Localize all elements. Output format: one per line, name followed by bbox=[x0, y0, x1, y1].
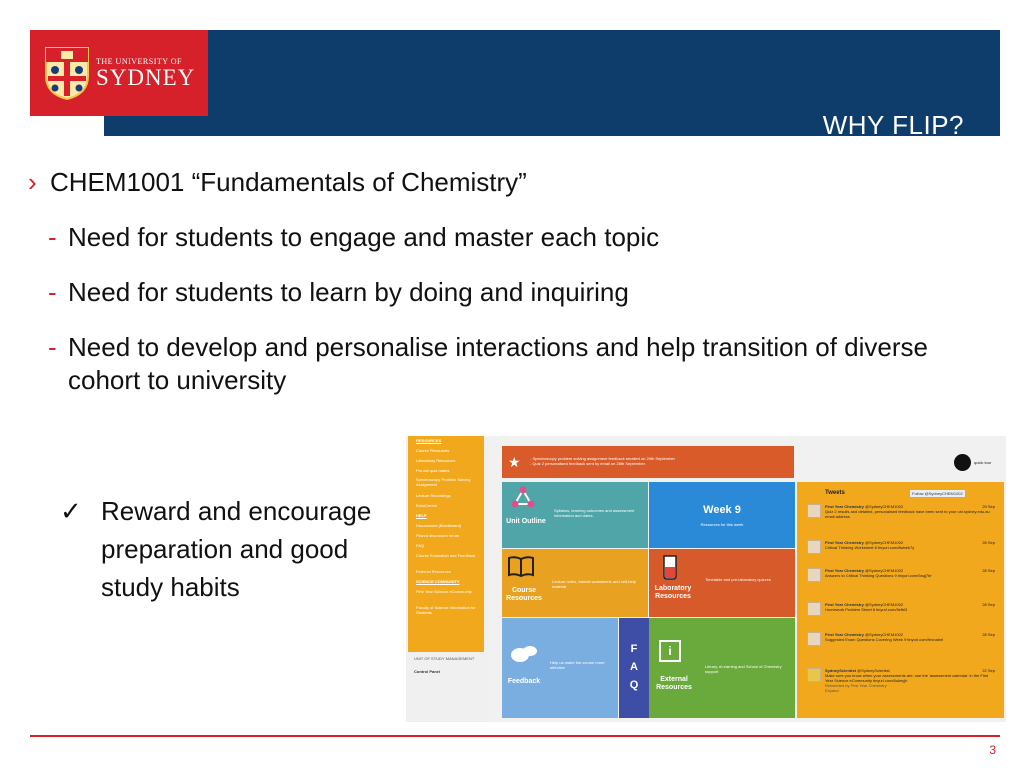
play-icon bbox=[954, 454, 971, 471]
tile-desc: Lecture notes, tutorial worksheets and self-help material bbox=[552, 579, 636, 589]
dash-icon: - bbox=[48, 222, 57, 252]
logo-line-1: THE UNIVERSITY OF bbox=[96, 57, 182, 66]
follow-button: Follow @SydneyCHEM1002 bbox=[909, 489, 966, 498]
sidebar-item: Course Resources bbox=[416, 448, 450, 453]
tweet-text: Answers to Critical Thinking Questions 9 tinyurl.com/9aqj7br bbox=[825, 573, 932, 578]
sidebar-lower bbox=[414, 652, 484, 674]
tile-title: Course Resources bbox=[506, 587, 542, 602]
tile-external-resources bbox=[649, 618, 795, 718]
sidebar-item: First Year Science eCommunity bbox=[416, 589, 472, 594]
sub-bullet-text: Need for students to learn by doing and inquiring bbox=[68, 277, 629, 307]
tile-title: External Resources bbox=[656, 676, 692, 691]
tweets-panel bbox=[797, 482, 1004, 718]
tile-title: Week 9 bbox=[703, 504, 741, 516]
sub-bullet-2 bbox=[28, 276, 928, 309]
tweet-handle: @SydneyCHEM1002 bbox=[864, 632, 904, 637]
tweet bbox=[825, 568, 995, 578]
check-bullet bbox=[60, 492, 380, 606]
tweet-date: 28 Sep bbox=[982, 632, 995, 637]
course-site-screenshot bbox=[406, 436, 1006, 722]
info-icon: i bbox=[659, 640, 681, 662]
checkmark-icon: ✓ bbox=[60, 496, 82, 526]
expand-link: Expand bbox=[825, 688, 839, 693]
sidebar-item: Discussions (Blackboard) bbox=[416, 523, 462, 528]
tweet-author: First Year Chemistry bbox=[825, 568, 864, 573]
tile-title: Laboratory Resources bbox=[654, 585, 692, 600]
tile-title: Feedback bbox=[507, 678, 541, 685]
sidebar-item: EchoCentre bbox=[416, 503, 438, 508]
avatar bbox=[807, 540, 821, 554]
tweet bbox=[825, 540, 995, 550]
sidebar-lower-heading: UNIT OF STUDY MANAGEMENT bbox=[414, 656, 475, 661]
logo-line-2: SYDNEY bbox=[96, 65, 196, 90]
dash-icon: - bbox=[48, 332, 57, 362]
book-icon bbox=[508, 555, 534, 577]
control-panel-link: Control Panel bbox=[414, 669, 441, 674]
tweet-author: SydneyScientist bbox=[825, 668, 856, 673]
tweet-date: 29 Sep bbox=[982, 504, 995, 509]
sub-bullet-text: Need to develop and personalise interactions and help transition of diverse cohort to university bbox=[68, 332, 928, 395]
tile-unit-outline bbox=[502, 482, 648, 548]
sidebar-item: Lecture Recordings bbox=[416, 493, 451, 498]
tweet-handle: @SydneyCHEM1002 bbox=[864, 568, 904, 573]
notice-text bbox=[530, 456, 790, 466]
sidebar-item: SCIENCE COMMUNITY bbox=[416, 579, 460, 584]
tweet-date: 28 Sep bbox=[982, 602, 995, 607]
tweet-text: Suggested Exam Questions Covering Week 9 tinyurl.com/9rcnabel bbox=[825, 637, 944, 642]
tweet-date: 28 Sep bbox=[982, 568, 995, 573]
tile-desc: Help us make the course more effective bbox=[550, 660, 605, 670]
tile-feedback bbox=[502, 618, 618, 718]
sub-bullet-1 bbox=[28, 221, 928, 254]
notice-banner bbox=[502, 446, 794, 478]
tweet-text: Quiz 2 results and detailed, personalised feedback have been sent to your uni.sydney.edu.au email address bbox=[825, 509, 990, 519]
tile-week bbox=[649, 482, 795, 548]
bullet-main bbox=[28, 166, 928, 199]
tile-lab-resources bbox=[649, 549, 795, 617]
tweet-date: 22 Sep bbox=[982, 668, 995, 673]
sidebar-item: Faculty of Science Information for Students bbox=[416, 605, 476, 615]
bullet-main-text: CHEM1001 “Fundamentals of Chemistry” bbox=[50, 167, 527, 197]
sidebar-orange-panel bbox=[408, 436, 484, 652]
notice-line: - Spectroscopy problem solving assignment feedback emailed on 20th September bbox=[530, 456, 675, 461]
avatar bbox=[807, 632, 821, 646]
tile-title: Unit Outline bbox=[506, 518, 546, 525]
retweet-note: Retweeted by First Year Chemistry bbox=[825, 683, 887, 688]
sub-bullet-text: Need for students to engage and master each topic bbox=[68, 222, 660, 252]
avatar bbox=[807, 602, 821, 616]
bullet-list bbox=[28, 166, 928, 397]
sidebar-item: Laboratory Resources bbox=[416, 458, 456, 463]
dash-icon: - bbox=[48, 277, 57, 307]
sidebar-item: HELP bbox=[416, 513, 427, 518]
title-bar bbox=[104, 30, 1000, 140]
check-bullet-text: Reward and encourage preparation and good study habits bbox=[101, 496, 372, 602]
sidebar-menu bbox=[406, 436, 488, 722]
tweet-text: Homework Problem Sheet 8 tinyurl.com/9zfbl3 bbox=[825, 607, 908, 612]
tweet-author: First Year Chemistry bbox=[825, 504, 864, 509]
tweet-handle: @SydneyCHEM1002 bbox=[864, 504, 904, 509]
tweet-text: Make sure you know when your assessments are: use the 'assessment calendar' in the First Year Science eCommunity tinyurl.com/8ukeyjh bbox=[825, 673, 989, 683]
sidebar-item: External Resources bbox=[416, 569, 451, 574]
tile-desc: Resources for this week bbox=[700, 522, 744, 527]
sidebar-item: RESOURCES bbox=[416, 438, 442, 443]
tweet bbox=[825, 602, 995, 612]
sidebar-item: Piazza discussion forum bbox=[416, 533, 460, 538]
crest-icon bbox=[44, 46, 90, 100]
tile-faq bbox=[619, 618, 649, 718]
tweet-date: 28 Sep bbox=[982, 540, 995, 545]
beaker-icon bbox=[661, 554, 679, 580]
tweet bbox=[825, 668, 995, 693]
tile-desc: Timetable and pre-laboratory quizzes bbox=[705, 577, 771, 582]
tweet-author: First Year Chemistry bbox=[825, 540, 864, 545]
sidebar-item: Spectroscopy Problem Solving Assignment bbox=[416, 477, 471, 487]
notice-line: - Quiz 2 personalised feedback sent by email on 26th September. bbox=[530, 461, 646, 466]
tile-desc: Syllabus, learning outcomes and assessment information and dates. bbox=[554, 508, 635, 518]
page-number: 3 bbox=[989, 743, 996, 757]
tweet-author: First Year Chemistry bbox=[825, 602, 864, 607]
sidebar-item: Course Evaluation and Feedback bbox=[416, 553, 476, 558]
tweet-author: First Year Chemistry bbox=[825, 632, 864, 637]
speech-bubbles-icon bbox=[510, 644, 538, 666]
tweet bbox=[825, 504, 995, 519]
chevron-right-icon: › bbox=[28, 167, 37, 197]
tile-title: F A Q bbox=[629, 643, 639, 691]
quick-tour-label: quick tour bbox=[974, 460, 992, 465]
tweet-handle: @SydneyCHEM1002 bbox=[864, 602, 904, 607]
tweet-handle: @SydneyCHEM1002 bbox=[864, 540, 904, 545]
tweets-header: Tweets bbox=[825, 490, 845, 496]
slide-title: WHY FLIP? bbox=[822, 110, 964, 140]
tweet-text: Critical Thinking Worksheet 8 tinyurl.com/8wbek7y bbox=[825, 545, 915, 550]
tile-desc: Library, eLearning and School of Chemistry support bbox=[705, 664, 782, 674]
tweet bbox=[825, 632, 995, 642]
footer-rule bbox=[30, 735, 1000, 737]
star-icon: ★ bbox=[508, 454, 521, 470]
sidebar-item: FAQ bbox=[416, 543, 425, 548]
avatar bbox=[807, 668, 821, 682]
university-logo bbox=[30, 30, 208, 116]
tile-course-resources bbox=[502, 549, 648, 617]
avatar bbox=[807, 504, 821, 518]
sub-bullet-3 bbox=[28, 331, 928, 397]
sidebar-item: Pre-lab quiz marks bbox=[416, 468, 450, 473]
tweet-handle: @SydneyScientist bbox=[857, 668, 890, 673]
avatar bbox=[807, 568, 821, 582]
molecule-icon bbox=[510, 486, 536, 512]
